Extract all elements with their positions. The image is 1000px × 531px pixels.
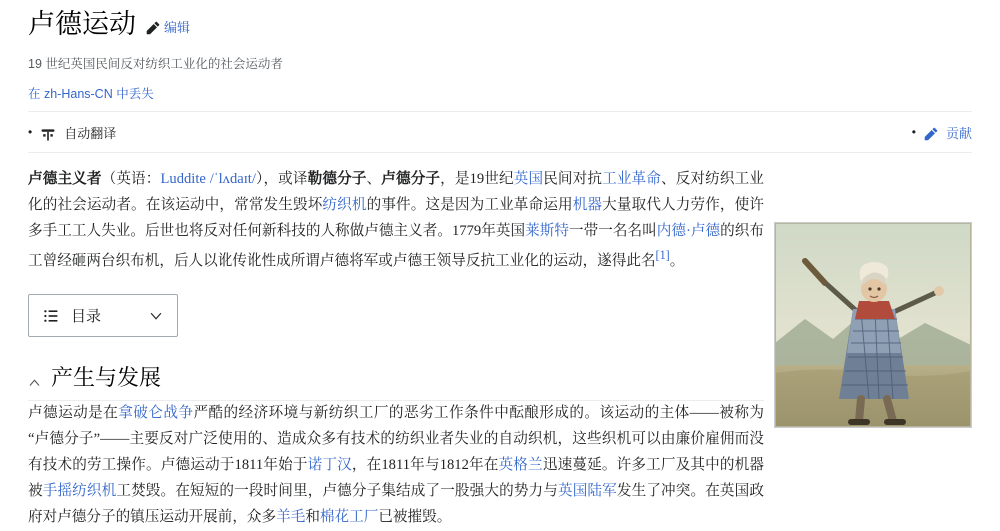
chevron-up-icon[interactable] [28,370,41,383]
lead-t12: 。 [669,252,685,269]
section-heading-origin [28,361,764,392]
link-united-kingdom[interactable]: 英国 [513,170,544,187]
sec-t8: 已被摧毁。 [378,509,452,526]
lead-t3: ），或译 [255,170,308,187]
sec-t4: 迅速蔓延。许多工厂及其中的机器被 [28,457,764,500]
sec-t2: 严酷的经济环境与新纺织工厂的恶劣工作条件中酝酿形成的。该运动的主体——被称为“卢德分子”——主要反对广泛使用的、造成众多有技术的纺织业者失业的自动织机，这些织机可以由廉价雇佣而没有技术的劳工操作。卢德运动于1811年始于 [28,405,764,474]
link-british-army[interactable]: 英国陆军 [557,483,617,500]
section-heading-label: 产生与发展 [51,365,162,391]
sec-t3: ，在1811年与1812年在 [351,457,499,474]
machine-translation-label: 自动翻译 [64,125,117,141]
section-paragraph-origin [28,401,764,531]
bullet-marker: • [28,125,33,140]
lead-paragraph [28,167,764,275]
title-row [28,0,972,42]
link-nottingham[interactable]: 诺丁汉 [307,457,352,474]
translate-bar [28,123,972,142]
edit-label: 编辑 [164,19,191,35]
link-hand-loom[interactable]: 手摇纺织机 [42,483,117,500]
sec-t1: 卢德运动是在 [28,405,119,422]
lead-alt-term-2: 卢德分子 [381,170,441,187]
article-image[interactable] [774,222,972,428]
list-icon [43,308,59,324]
link-machine[interactable]: 机器 [572,196,603,213]
lead-t7: 、反对纺织工业化的社会运动者。在该运动中，常常发生毁坏 [28,170,764,213]
divider-below-translate [28,152,972,153]
link-england[interactable]: 英格兰 [498,457,543,474]
link-ned-ludd[interactable]: 内德·卢德 [656,222,721,239]
link-wool[interactable]: 羊毛 [276,509,306,526]
article-subtitle: 19 世纪英国民间反对纺织工业化的社会运动者 [28,56,283,71]
link-luddite[interactable]: Luddite [160,170,206,187]
sec-t5: 工焚毁。在短短的一段时间里，卢德分子集结成了一股强大的势力与 [116,483,558,500]
link-cotton-mill[interactable]: 棉花工厂 [319,509,379,526]
sec-t6: 发生了冲突。在英国政府对卢德分子的镇压运动开展前，众多 [28,483,764,526]
translate-bar-left [28,123,116,142]
missing-language-note[interactable]: 在 zh-Hans-CN 中丢失 [28,86,154,101]
lead-t2: （英语： [101,170,161,187]
page-title: 卢德运动 [28,9,136,39]
divider-top [28,111,972,112]
reference-marker[interactable]: [1] [655,247,670,262]
lead-t5: ，是19世纪 [440,170,514,187]
toc-label: 目录 [71,309,102,326]
table-of-contents-toggle[interactable] [28,294,178,337]
lead-term: 卢德主义者 [28,170,102,187]
link-loom[interactable]: 纺织机 [322,196,367,213]
toc-left [43,305,101,326]
link-napoleonic-wars[interactable]: 拿破仑战争 [118,405,194,422]
lead-t8: 的事件。这是因为工业革命运用 [366,196,573,213]
link-leicester[interactable]: 莱斯特 [525,222,569,239]
article-content [28,167,764,531]
edit-button[interactable] [146,17,190,36]
bullet-marker-right: • [911,125,916,140]
contribute-label: 贡献 [945,125,972,141]
contribute-action[interactable] [912,123,972,142]
lead-t10: 一带一名名叫 [569,222,657,239]
ipa-pronunciation[interactable]: /ˈlʌdaɪt/ [209,170,256,187]
lead-t9: 大量取代人力劳作，使许多手工工人失业。后世也将反对任何新科技的人称做卢德主义者。1779年英国 [28,196,764,239]
lead-t11: 的织布工曾经砸两台织布机，后人以讹传讹性成所谓卢德将军或卢德王领导反抗工业化的运动，遂得此名 [28,222,764,269]
contribute-pencil-icon [924,127,938,141]
lead-t6: 民间对抗 [543,170,603,187]
lead-alt-term-1: 勒德分子 [307,170,367,187]
machine-translation-icon [40,127,56,143]
link-industrial-revolution[interactable]: 工业革命 [602,170,661,187]
chevron-down-icon [149,309,163,323]
sec-t7: 和 [305,509,320,526]
lead-t4: 、 [366,170,382,187]
pencil-icon [146,21,160,35]
